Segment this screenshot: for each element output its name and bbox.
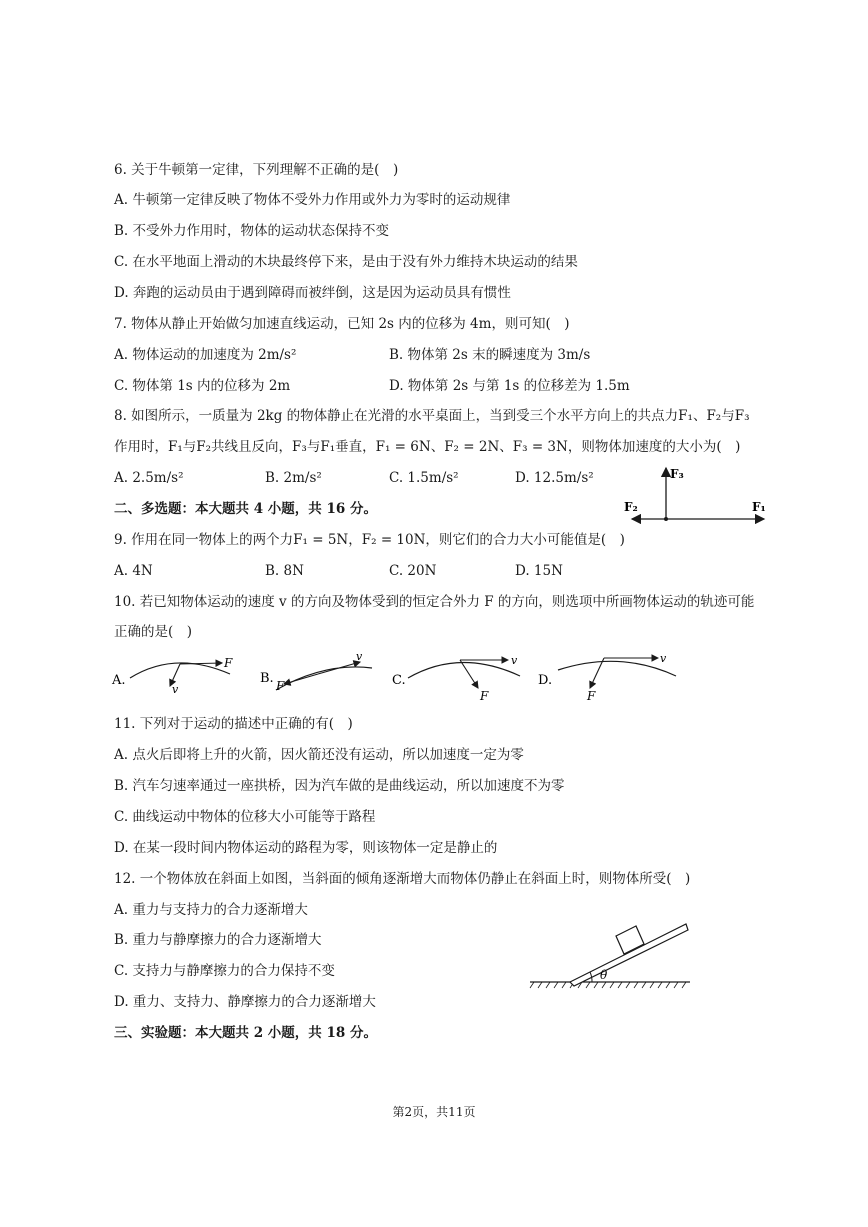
q11-option-c: C. 曲线运动中物体的位移大小可能等于路程 [114,809,376,825]
velocity-label: v [511,654,518,667]
q7-option-c: C. 物体第 1s 内的位移为 2m [114,378,291,394]
velocity-arrow [318,662,360,674]
q12-option-d: D. 重力、支持力、静摩擦力的合力逐渐增大 [114,994,376,1010]
q6-option-c: C. 在水平地面上滑动的木块最终停下来，是由于没有外力维持木块运动的结果 [114,254,578,270]
q9-option-d: D. 15N [515,563,563,579]
q10-stem-line1: 10. 若已知物体运动的速度 v 的方向及物体受到的恒定合外力 F 的方向，则选项中所画物体运动的轨迹可能 [114,594,755,610]
q10-label-b: B. [260,671,274,686]
q12-stem: 12. 一个物体放在斜面上如图，当斜面的倾角逐渐增大而物体仍静止在斜面上时，则物体所受( ) [114,871,691,887]
q11-option-a: A. 点火后即将上升的火箭，因火箭还没有运动，所以加速度一定为零 [114,747,524,763]
q7-option-a: A. 物体运动的加速度为 2m/s² [114,347,297,363]
q8-option-a: A. 2.5m/s² [114,470,184,486]
section2-heading: 二、多选题：本大题共 4 小题，共 16 分。 [114,501,377,517]
q7-option-b: B. 物体第 2s 末的瞬速度为 3m/s [389,347,591,363]
q8-stem-line1: 8. 如图所示，一质量为 2kg 的物体静止在光滑的水平桌面上，当到受三个水平方向上的共点力F₁、F₂与F₃ [114,408,750,424]
velocity-label: v [356,650,363,663]
q12-incline-diagram [528,916,692,990]
q12-option-b: B. 重力与静摩擦力的合力逐渐增大 [114,932,322,948]
force-arrow [460,660,478,688]
q9-option-a: A. 4N [114,563,153,579]
f3-label: F₃ [670,467,684,481]
q11-stem: 11. 下列对于运动的描述中正确的有( ) [114,716,353,732]
f1-label: F₁ [752,500,766,514]
q8-option-d: D. 12.5m/s² [515,470,594,486]
q10-trajectory-figures [110,648,790,706]
q10-label-a: A. [112,673,126,688]
q8-force-diagram [618,462,778,528]
ground-hatching [530,982,686,988]
q10-option-d-figure [538,652,676,703]
q9-stem: 9. 作用在同一物体上的两个力F₁ = 5N，F₂ = 10N，则它们的合力大小可能值是( ) [114,532,625,548]
q11-option-d: D. 在某一段时间内物体运动的路程为零，则该物体一定是静止的 [114,840,498,856]
q6-option-b: B. 不受外力作用时，物体的运动状态保持不变 [114,223,390,239]
q8-stem-line2: 作用时，F₁与F₂共线且反向，F₃与F₁垂直，F₁ = 6N、F₂ = 2N、F₃ = 3N，则物体加速度的大小为( ) [114,439,741,455]
force-origin-dot [664,517,668,521]
q7-option-d: D. 物体第 2s 与第 1s 的位移差为 1.5m [389,378,630,394]
force-label: F [587,689,596,703]
trajectory-curve [558,661,676,676]
q10-stem-line2: 正确的是( ) [114,624,193,640]
q7-stem: 7. 物体从静止开始做匀加速直线运动，已知 2s 内的位移为 4m，则可知( ) [114,316,570,332]
q10-option-c-figure [392,654,520,703]
force-label: F [276,679,285,693]
q6-option-d: D. 奔跑的运动员由于遇到障碍而被绊倒，这是因为运动员具有惯性 [114,285,511,301]
page-footer: 第2页，共11页 [392,1105,476,1119]
velocity-label: v [660,652,667,665]
section3-heading: 三、实验题：本大题共 2 小题，共 18 分。 [114,1025,377,1041]
trajectory-curve [408,662,520,678]
f2-label: F₂ [624,500,638,514]
q6-option-a: A. 牛顿第一定律反映了物体不受外力作用或外力为零时的运动规律 [114,192,511,208]
q10-option-b-figure [260,650,372,693]
q11-option-b: B. 汽车匀速率通过一座拱桥，因为汽车做的是曲线运动，所以加速度不为零 [114,778,565,794]
velocity-label: v [172,683,179,696]
force-label: F [224,656,233,670]
theta-label: θ [600,968,608,982]
q10-option-a-figure [111,656,233,696]
q9-option-b: B. 8N [265,563,304,579]
force-label: F [480,689,489,703]
q10-label-d: D. [538,673,553,688]
q8-option-b: B. 2m/s² [265,470,322,486]
force-arrow [284,674,318,684]
q12-option-a: A. 重力与支持力的合力逐渐增大 [114,902,308,918]
q12-option-c: C. 支持力与静摩擦力的合力保持不变 [114,963,335,979]
q10-label-c: C. [392,673,406,688]
q6-stem: 6. 关于牛顿第一定律，下列理解不正确的是( ) [114,162,399,178]
q9-option-c: C. 20N [389,563,437,579]
trajectory-curve [276,667,372,690]
q8-option-c: C. 1.5m/s² [389,470,459,486]
